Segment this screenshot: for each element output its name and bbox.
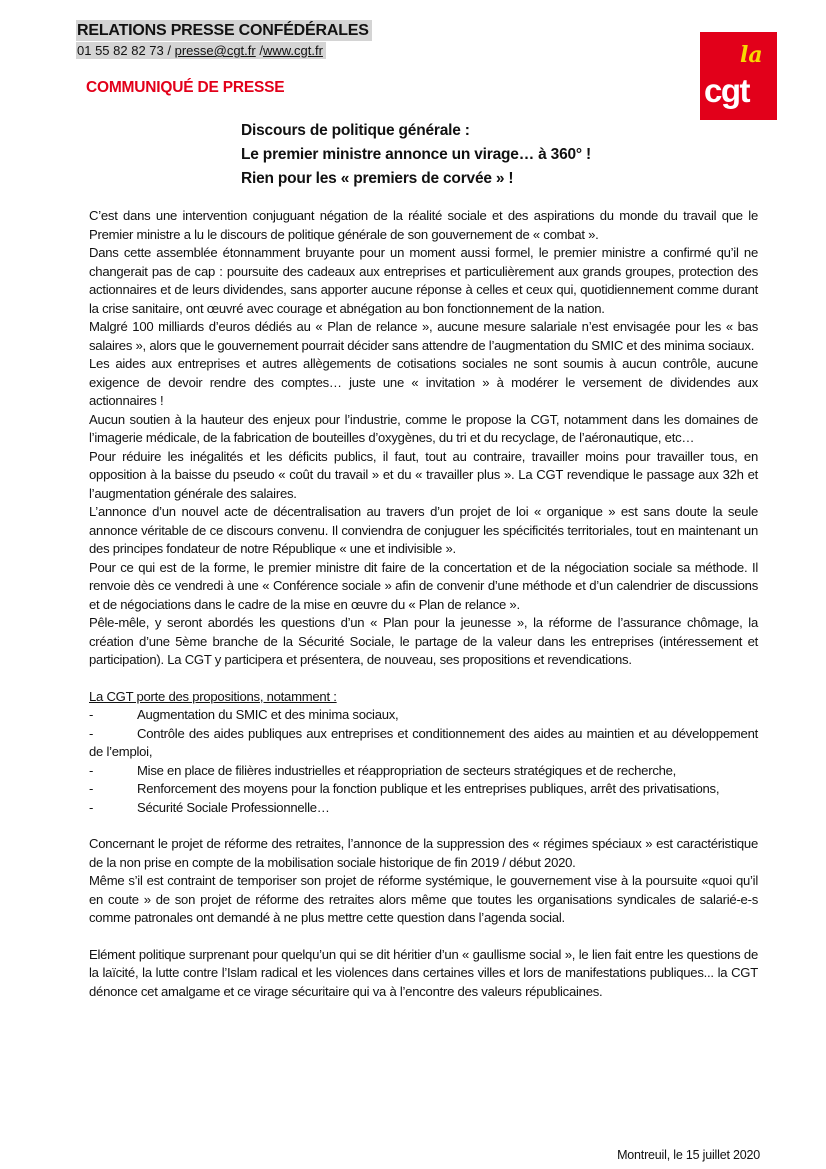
paragraph: Malgré 100 milliards d’euros dédiés au « Plan de relance », aucune mesure salariale n’est envisagée pour les « bas salaires », alors que le gouvernement pourrait décider sans attendre de l’augmentation du SMIC et des minima sociaux. xyxy=(89,319,758,353)
headline-line-3: Rien pour les « premiers de corvée » ! xyxy=(241,170,514,187)
press-header xyxy=(76,20,372,60)
list-dash: - xyxy=(89,725,94,741)
org-title: RELATIONS PRESSE CONFÉDÉRALES xyxy=(76,20,372,41)
cgt-logo xyxy=(700,32,777,120)
headline xyxy=(241,119,591,191)
paragraph: Dans cette assemblée étonnamment bruyante pour un moment aussi formel, le premier ministre a confirmé qu’il ne changerait pas de cap : poursuite des cadeaux aux entreprises et particulièrement aux grands groupes, protection des actionnaires et de leurs dividendes, sans apporter aucune réponse à celles et ceux qui, quotidiennement comme durant la crise sanitaire, ont œuvré avec courage et abnégation au bon fonctionnement de la nation. xyxy=(89,245,758,316)
list-item: - Renforcement des moyens pour la fonction publique et les entreprises publiques, arrêt des privatisations, xyxy=(89,780,758,799)
paragraph: Même s’il est contraint de temporiser son projet de réforme systémique, le gouvernement vise à la poursuite «quoi qu’il en coute » de son projet de réforme des retraites alors même que toutes les organisations syndicales de salarié-e-s comme patronales ont demandé à ne plus mettre cette question dans l’agenda social. xyxy=(89,873,758,925)
logo-cgt-text: cgt xyxy=(704,72,749,109)
paragraph: Concernant le projet de réforme des retraites, l’annonce de la suppression des « régimes spéciaux » est caractéristique de la non prise en compte de la mobilisation sociale historique de fin 2019 / début 2020. xyxy=(89,836,758,870)
headline-line-2: Le premier ministre annonce un virage… à 360° ! xyxy=(241,146,591,163)
logo-la-text: la xyxy=(740,42,763,68)
paragraph: Pêle-mêle, y seront abordés les questions d’un « Plan pour la jeunesse », la réforme de l’assurance chômage, la création d’une 5ème branche de la Sécurité Sociale, le partage de la valeur dans les entreprises (intéressement et participation). La CGT y participera et présentera, de nouveau, ses propositions et revendications. xyxy=(89,615,758,667)
paragraph: L’annonce d’un nouvel acte de décentralisation au travers d’un projet de loi « organique » est sans doute la seule annonce véritable de ce discours convenu. Il conviendra de conjuguer les spécificités territoriales, tout en maintenant un des principes fondateur de notre République « une et indivisible ». xyxy=(89,504,758,556)
website-link[interactable]: www.cgt.fr xyxy=(262,43,323,58)
paragraph: Pour réduire les inégalités et les déficits publics, il faut, tout au contraire, travailler moins pour travailler tous, en opposition à la baisse du pseudo « coût du travail » et du « travailler plus ». La CGT revendique le passage aux 32h et l’augmentation générale des salaires. xyxy=(89,448,758,501)
list-dash: - xyxy=(89,762,94,778)
paragraph: Les aides aux entreprises et autres allègements de cotisations sociales ne sont soumis à aucun contrôle, aucune exigence de devoir rendre des comptes… juste une « invitation » à modérer le versement de dividendes aux actionnaires ! xyxy=(89,356,758,408)
phone-number: 01 55 82 82 73 xyxy=(77,43,164,58)
paragraph: C’est dans une intervention conjuguant négation de la réalité sociale et des aspirations du monde du travail que le Premier ministre a lu le discours de politique générale de son gouvernement de « combat ». xyxy=(89,208,758,242)
list-item: - Mise en place de filières industrielles et réappropriation de secteurs stratégiques et de recherche, xyxy=(89,762,758,781)
body-text xyxy=(89,207,758,1001)
proposals-title: La CGT porte des propositions, notamment : xyxy=(89,688,337,704)
list-item: - Augmentation du SMIC et des minima sociaux, xyxy=(89,706,758,725)
paragraph: Aucun soutien à la hauteur des enjeux pour l’industrie, comme le propose la CGT, notamment dans les domaines de l’imagerie médicale, de la fabrication de bouteilles d’oxygènes, du tri et du recyclage, de l’aéronautique, etc… xyxy=(89,411,758,445)
email-link[interactable]: presse@cgt.fr xyxy=(174,43,256,58)
paragraph: Elément politique surprenant pour quelqu’un qui se dit héritier d’un « gaullisme social », le lien fait entre les questions de la laïcité, la lutte contre l’Islam radical et les violences dans certaines villes et lors de manifestations publiques... la CGT dénonce cet amalgame et ce virage sécuritaire qui va à l’encontre des valeurs républicaines. xyxy=(89,946,758,999)
document-type: COMMUNIQUÉ DE PRESSE xyxy=(86,79,285,96)
list-dash: - xyxy=(89,781,94,796)
list-dash: - xyxy=(89,707,94,722)
list-dash: - xyxy=(89,799,94,815)
contact-line: 01 55 82 82 73 / presse@cgt.fr /www.cgt.fr xyxy=(76,42,326,59)
list-item: - Contrôle des aides publiques aux entreprises et conditionnement des aides au maintien et au développement de l’emploi, xyxy=(89,725,758,759)
place-date: Montreuil, le 15 juillet 2020 xyxy=(617,1148,760,1162)
paragraph: Pour ce qui est de la forme, le premier ministre dit faire de la concertation et de la négociation sociale sa méthode. Il renvoie dès ce vendredi à une « Conférence sociale » afin de convenir d’une méthode et d’un calendrier de discussions et de négociations dans le cadre de la mise en œuvre du « Plan de relance ». xyxy=(89,559,758,612)
headline-line-1: Discours de politique générale : xyxy=(241,122,470,139)
list-item: - Sécurité Sociale Professionnelle… xyxy=(89,799,758,818)
